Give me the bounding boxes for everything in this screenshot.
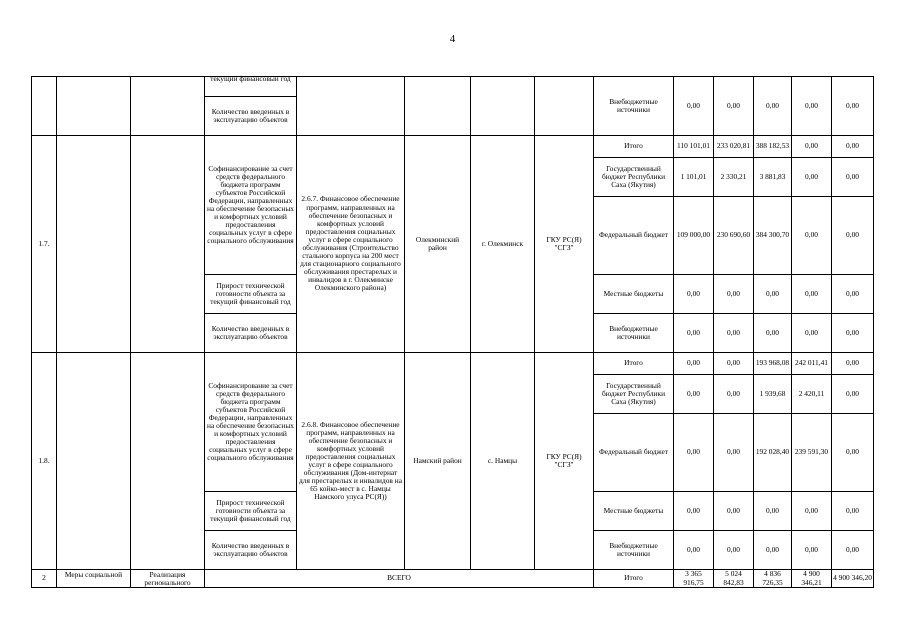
table-row (32, 77, 874, 97)
value-cell: 0,00 (674, 414, 714, 492)
value-cell: 0,00 (754, 77, 792, 136)
value-cell: 0,00 (714, 492, 754, 531)
total-label-cell: ВСЕГО (205, 570, 594, 588)
value-cell: 0,00 (754, 314, 792, 353)
value-cell: 1 101,01 (674, 158, 714, 197)
executor-cell (535, 77, 594, 136)
value-cell: 239 591,30 (792, 414, 832, 492)
value-cell: 0,00 (792, 197, 832, 275)
description-cell: 2.6.8. Финансовое обеспечение программ, направленных на обеспечение безопасных и комфортных условий предоставления социальных услуг в сфере социального обслуживания (Дом-интернат для престарелых и инвалидов на 65 койко-мест в с. Намцы Намского улуса РС(Я)) (297, 353, 405, 570)
source-cell: Внебюджетные источники (594, 77, 674, 136)
value-cell: 0,00 (754, 275, 792, 314)
value-cell: 0,00 (754, 531, 792, 570)
value-cell: 0,00 (832, 492, 874, 531)
measure-cell (57, 77, 131, 136)
value-cell: 1 939,68 (754, 375, 792, 414)
value-cell: 0,00 (674, 275, 714, 314)
value-cell: 0,00 (674, 375, 714, 414)
value-cell: 2 330,21 (714, 158, 754, 197)
value-cell: 0,00 (714, 375, 754, 414)
measure-cell (57, 353, 131, 570)
locality-cell (471, 77, 535, 136)
value-cell: 109 000,00 (674, 197, 714, 275)
value-cell: 0,00 (674, 77, 714, 136)
value-cell: 0,00 (832, 275, 874, 314)
measure-cell: Меры социальной (57, 570, 131, 588)
value-cell: 4 900 346,21 (792, 570, 832, 588)
source-cell: Внебюджетные источники (594, 531, 674, 570)
source-cell: Местные бюджеты (594, 275, 674, 314)
table-row (32, 353, 874, 375)
number-cell: 2 (32, 570, 57, 588)
value-cell: 0,00 (832, 197, 874, 275)
district-cell: Олекминский район (405, 136, 471, 353)
value-cell: 0,00 (832, 375, 874, 414)
target-cell: Прирост технической готовности объекта за текущий финансовый год (205, 492, 297, 531)
value-cell: 388 182,53 (754, 136, 792, 158)
source-cell: Итого (594, 136, 674, 158)
description-cell: 2.6.7. Финансовое обеспечение программ, направленных на обеспечение безопасных и комфортных условий предоставления социальных услуг в сфере социального обслуживания (Строительство стального корпуса на 200 мест для стационарного социального обслуживания престарелых и инвалидов в г. Олекминске Олекминского района) (297, 136, 405, 353)
value-cell: 0,00 (714, 414, 754, 492)
value-cell: 0,00 (674, 531, 714, 570)
source-cell: Внебюджетные источники (594, 314, 674, 353)
measure-cell (57, 136, 131, 353)
table-row (32, 136, 874, 158)
source-cell: Итого (594, 353, 674, 375)
source-cell: Местные бюджеты (594, 492, 674, 531)
value-cell: 0,00 (714, 531, 754, 570)
locality-cell: с. Намцы (471, 353, 535, 570)
value-cell: 0,00 (754, 492, 792, 531)
target-cell: Софинансирование за счет средств федерального бюджета программ субъектов Российской Федерации, направленных на обеспечение безопасных и комфортных условий предоставления социальных услуг в сфере социального обслуживания (205, 353, 297, 492)
value-cell: 0,00 (832, 158, 874, 197)
value-cell: 0,00 (792, 77, 832, 136)
value-cell: 0,00 (792, 275, 832, 314)
value-cell: 0,00 (832, 314, 874, 353)
value-cell: 0,00 (832, 531, 874, 570)
value-cell: 192 028,40 (754, 414, 792, 492)
value-cell: 0,00 (792, 531, 832, 570)
value-cell: 4 836 726,35 (754, 570, 792, 588)
value-cell: 0,00 (832, 353, 874, 375)
district-cell (405, 77, 471, 136)
value-cell: 242 011,41 (792, 353, 832, 375)
value-cell: 2 420,11 (792, 375, 832, 414)
locality-cell: г. Олекминск (471, 136, 535, 353)
value-cell: 0,00 (792, 314, 832, 353)
source-cell: Федеральный бюджет (594, 197, 674, 275)
value-cell: 4 900 346,20 (832, 570, 874, 588)
value-cell: 384 300,70 (754, 197, 792, 275)
value-cell: 0,00 (792, 136, 832, 158)
district-cell: Намский район (405, 353, 471, 570)
realization-cell: Реализация регионального (131, 570, 205, 588)
realization-cell (131, 353, 205, 570)
value-cell: 0,00 (714, 353, 754, 375)
value-cell: 0,00 (832, 414, 874, 492)
number-cell: 1.8. (32, 353, 57, 570)
target-cell: Прирост технической готовности объекта за текущий финансовый год (205, 275, 297, 314)
value-cell: 0,00 (714, 77, 754, 136)
source-cell: Итого (594, 570, 674, 588)
value-cell: 110 101,01 (674, 136, 714, 158)
target-cell: Количество введенных в эксплуатацию объектов (205, 314, 297, 353)
realization-cell (131, 77, 205, 136)
target-cell: Софинансирование за счет средств федерального бюджета программ субъектов Российской Федерации, направленных на обеспечение безопасных и комфортных условий предоставления социальных услуг в сфере социального обслуживания (205, 136, 297, 275)
value-cell: 0,00 (674, 492, 714, 531)
description-cell (297, 77, 405, 136)
value-cell: 0,00 (832, 77, 874, 136)
value-cell: 193 968,08 (754, 353, 792, 375)
source-cell: Федеральный бюджет (594, 414, 674, 492)
table-row (32, 570, 874, 588)
number-cell: 1.7. (32, 136, 57, 353)
source-cell: Государственный бюджет Республики Саха (Якутия) (594, 158, 674, 197)
value-cell: 3 365 916,75 (674, 570, 714, 588)
value-cell: 233 020,81 (714, 136, 754, 158)
value-cell: 3 881,83 (754, 158, 792, 197)
value-cell: 0,00 (832, 136, 874, 158)
target-cell: текущий финансовый год (205, 77, 297, 97)
page-number: 4 (449, 33, 456, 45)
value-cell: 0,00 (674, 353, 714, 375)
value-cell: 230 690,60 (714, 197, 754, 275)
target-cell: Количество введенных в эксплуатацию объектов (205, 531, 297, 570)
target-cell: Количество введенных в эксплуатацию объектов (205, 97, 297, 136)
value-cell: 5 024 842,83 (714, 570, 754, 588)
value-cell: 0,00 (792, 158, 832, 197)
realization-cell (131, 136, 205, 353)
source-cell: Государственный бюджет Республики Саха (Якутия) (594, 375, 674, 414)
value-cell: 0,00 (792, 492, 832, 531)
executor-cell: ГКУ РС(Я) "СГЗ" (535, 136, 594, 353)
program-table (31, 73, 874, 588)
value-cell: 0,00 (714, 275, 754, 314)
value-cell: 0,00 (674, 314, 714, 353)
executor-cell: ГКУ РС(Я) "СГЗ" (535, 353, 594, 570)
number-cell (32, 77, 57, 136)
value-cell: 0,00 (714, 314, 754, 353)
